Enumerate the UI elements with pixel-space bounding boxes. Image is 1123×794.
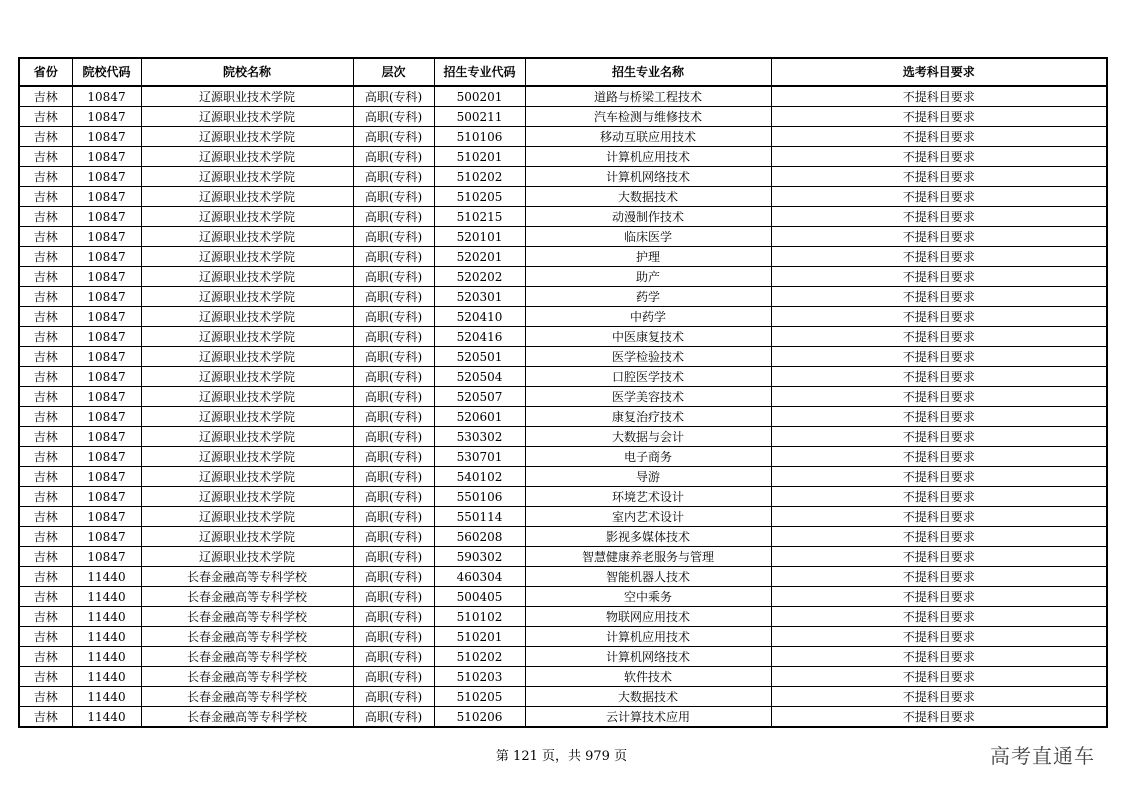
cell-province: 吉林 [19, 467, 72, 487]
cell-school-code: 10847 [72, 367, 141, 387]
table-row [19, 507, 1107, 527]
cell-level: 高职(专科) [353, 367, 434, 387]
cell-major-name: 康复治疗技术 [525, 407, 771, 427]
cell-major-name: 动漫制作技术 [525, 207, 771, 227]
cell-major-code: 520301 [434, 287, 525, 307]
cell-subject-requirement: 不提科目要求 [771, 127, 1107, 147]
table-row [19, 667, 1107, 687]
cell-school-name: 辽源职业技术学院 [141, 387, 353, 407]
cell-subject-requirement: 不提科目要求 [771, 167, 1107, 187]
cell-school-code: 10847 [72, 527, 141, 547]
cell-level: 高职(专科) [353, 427, 434, 447]
cell-major-name: 计算机网络技术 [525, 647, 771, 667]
cell-school-name: 辽源职业技术学院 [141, 527, 353, 547]
cell-subject-requirement: 不提科目要求 [771, 607, 1107, 627]
table-row [19, 467, 1107, 487]
cell-level: 高职(专科) [353, 107, 434, 127]
table-row [19, 427, 1107, 447]
cell-major-code: 550114 [434, 507, 525, 527]
cell-school-name: 辽源职业技术学院 [141, 327, 353, 347]
cell-major-code: 590302 [434, 547, 525, 567]
cell-major-code: 510206 [434, 707, 525, 728]
cell-province: 吉林 [19, 107, 72, 127]
cell-major-name: 医学检验技术 [525, 347, 771, 367]
cell-school-code: 10847 [72, 467, 141, 487]
cell-level: 高职(专科) [353, 207, 434, 227]
cell-subject-requirement: 不提科目要求 [771, 667, 1107, 687]
cell-subject-requirement: 不提科目要求 [771, 427, 1107, 447]
cell-province: 吉林 [19, 447, 72, 467]
table-row [19, 187, 1107, 207]
cell-major-code: 460304 [434, 567, 525, 587]
cell-major-name: 药学 [525, 287, 771, 307]
page-number: 第 121 页，共 979 页 [495, 749, 628, 764]
cell-major-code: 500211 [434, 107, 525, 127]
cell-subject-requirement: 不提科目要求 [771, 587, 1107, 607]
cell-school-code: 11440 [72, 607, 141, 627]
cell-school-code: 10847 [72, 387, 141, 407]
cell-province: 吉林 [19, 407, 72, 427]
cell-subject-requirement: 不提科目要求 [771, 307, 1107, 327]
cell-school-name: 辽源职业技术学院 [141, 427, 353, 447]
cell-major-name: 室内艺术设计 [525, 507, 771, 527]
cell-school-name: 辽源职业技术学院 [141, 107, 353, 127]
cell-major-code: 520601 [434, 407, 525, 427]
cell-school-code: 10847 [72, 427, 141, 447]
cell-level: 高职(专科) [353, 587, 434, 607]
cell-school-name: 辽源职业技术学院 [141, 467, 353, 487]
cell-province: 吉林 [19, 327, 72, 347]
cell-school-code: 10847 [72, 487, 141, 507]
cell-school-code: 11440 [72, 647, 141, 667]
table-row [19, 86, 1107, 107]
cell-school-code: 10847 [72, 347, 141, 367]
cell-level: 高职(专科) [353, 86, 434, 107]
cell-school-code: 10847 [72, 547, 141, 567]
table-row [19, 687, 1107, 707]
cell-province: 吉林 [19, 627, 72, 647]
cell-level: 高职(专科) [353, 447, 434, 467]
cell-major-name: 智慧健康养老服务与管理 [525, 547, 771, 567]
cell-subject-requirement: 不提科目要求 [771, 687, 1107, 707]
cell-subject-requirement: 不提科目要求 [771, 287, 1107, 307]
cell-province: 吉林 [19, 207, 72, 227]
cell-school-code: 11440 [72, 687, 141, 707]
cell-province: 吉林 [19, 307, 72, 327]
table-row [19, 167, 1107, 187]
cell-major-name: 道路与桥梁工程技术 [525, 86, 771, 107]
cell-major-name: 软件技术 [525, 667, 771, 687]
cell-province: 吉林 [19, 347, 72, 367]
cell-level: 高职(专科) [353, 327, 434, 347]
cell-province: 吉林 [19, 147, 72, 167]
cell-major-code: 510205 [434, 187, 525, 207]
cell-school-code: 10847 [72, 307, 141, 327]
cell-major-code: 510205 [434, 687, 525, 707]
cell-major-code: 520410 [434, 307, 525, 327]
table-row [19, 227, 1107, 247]
cell-major-name: 护理 [525, 247, 771, 267]
table-row [19, 587, 1107, 607]
table-row [19, 307, 1107, 327]
cell-major-code: 540102 [434, 467, 525, 487]
cell-level: 高职(专科) [353, 507, 434, 527]
cell-major-name: 口腔医学技术 [525, 367, 771, 387]
cell-subject-requirement: 不提科目要求 [771, 327, 1107, 347]
cell-province: 吉林 [19, 507, 72, 527]
cell-province: 吉林 [19, 547, 72, 567]
cell-major-name: 中医康复技术 [525, 327, 771, 347]
cell-major-code: 510201 [434, 147, 525, 167]
cell-province: 吉林 [19, 587, 72, 607]
cell-province: 吉林 [19, 127, 72, 147]
table-row [19, 347, 1107, 367]
table-row [19, 147, 1107, 167]
cell-school-code: 10847 [72, 447, 141, 467]
cell-school-name: 长春金融高等专科学校 [141, 687, 353, 707]
table-row [19, 207, 1107, 227]
cell-level: 高职(专科) [353, 147, 434, 167]
table-row [19, 367, 1107, 387]
cell-province: 吉林 [19, 527, 72, 547]
cell-school-name: 长春金融高等专科学校 [141, 707, 353, 728]
cell-school-name: 长春金融高等专科学校 [141, 607, 353, 627]
cell-major-name: 临床医学 [525, 227, 771, 247]
cell-major-name: 环境艺术设计 [525, 487, 771, 507]
cell-major-code: 530701 [434, 447, 525, 467]
header-school-name: 院校名称 [141, 58, 353, 86]
cell-major-name: 计算机网络技术 [525, 167, 771, 187]
cell-major-name: 大数据与会计 [525, 427, 771, 447]
cell-school-code: 10847 [72, 187, 141, 207]
cell-school-code: 10847 [72, 227, 141, 247]
cell-major-code: 510201 [434, 627, 525, 647]
cell-province: 吉林 [19, 687, 72, 707]
cell-school-name: 辽源职业技术学院 [141, 367, 353, 387]
cell-major-name: 电子商务 [525, 447, 771, 467]
cell-subject-requirement: 不提科目要求 [771, 86, 1107, 107]
cell-school-code: 10847 [72, 127, 141, 147]
cell-level: 高职(专科) [353, 647, 434, 667]
cell-province: 吉林 [19, 427, 72, 447]
cell-school-name: 长春金融高等专科学校 [141, 667, 353, 687]
cell-school-code: 10847 [72, 327, 141, 347]
cell-level: 高职(专科) [353, 307, 434, 327]
cell-subject-requirement: 不提科目要求 [771, 547, 1107, 567]
cell-major-name: 医学美容技术 [525, 387, 771, 407]
cell-school-code: 10847 [72, 147, 141, 167]
cell-subject-requirement: 不提科目要求 [771, 467, 1107, 487]
cell-school-code: 11440 [72, 567, 141, 587]
cell-major-code: 520101 [434, 227, 525, 247]
cell-subject-requirement: 不提科目要求 [771, 247, 1107, 267]
table-row [19, 647, 1107, 667]
cell-school-name: 辽源职业技术学院 [141, 147, 353, 167]
table-row [19, 287, 1107, 307]
cell-level: 高职(专科) [353, 267, 434, 287]
cell-major-code: 520201 [434, 247, 525, 267]
cell-province: 吉林 [19, 647, 72, 667]
cell-province: 吉林 [19, 607, 72, 627]
cell-major-code: 530302 [434, 427, 525, 447]
cell-major-name: 智能机器人技术 [525, 567, 771, 587]
cell-subject-requirement: 不提科目要求 [771, 347, 1107, 367]
cell-major-code: 510203 [434, 667, 525, 687]
cell-level: 高职(专科) [353, 627, 434, 647]
header-major-name: 招生专业名称 [525, 58, 771, 86]
cell-level: 高职(专科) [353, 387, 434, 407]
cell-province: 吉林 [19, 247, 72, 267]
cell-subject-requirement: 不提科目要求 [771, 207, 1107, 227]
cell-school-name: 辽源职业技术学院 [141, 307, 353, 327]
table-row [19, 627, 1107, 647]
cell-school-name: 长春金融高等专科学校 [141, 647, 353, 667]
cell-major-name: 计算机应用技术 [525, 147, 771, 167]
cell-province: 吉林 [19, 487, 72, 507]
header-school-code: 院校代码 [72, 58, 141, 86]
cell-major-code: 550106 [434, 487, 525, 507]
cell-level: 高职(专科) [353, 707, 434, 728]
cell-province: 吉林 [19, 667, 72, 687]
cell-school-code: 10847 [72, 507, 141, 527]
cell-school-code: 10847 [72, 167, 141, 187]
cell-school-code: 10847 [72, 107, 141, 127]
cell-major-code: 520507 [434, 387, 525, 407]
cell-school-name: 辽源职业技术学院 [141, 127, 353, 147]
cell-major-code: 520504 [434, 367, 525, 387]
cell-school-name: 辽源职业技术学院 [141, 487, 353, 507]
cell-level: 高职(专科) [353, 247, 434, 267]
cell-school-name: 长春金融高等专科学校 [141, 587, 353, 607]
cell-major-name: 移动互联应用技术 [525, 127, 771, 147]
cell-major-code: 500201 [434, 86, 525, 107]
table-row [19, 607, 1107, 627]
cell-level: 高职(专科) [353, 227, 434, 247]
cell-major-name: 影视多媒体技术 [525, 527, 771, 547]
cell-subject-requirement: 不提科目要求 [771, 707, 1107, 728]
admission-table [18, 57, 1108, 728]
cell-school-name: 辽源职业技术学院 [141, 86, 353, 107]
cell-school-name: 辽源职业技术学院 [141, 167, 353, 187]
cell-school-name: 辽源职业技术学院 [141, 407, 353, 427]
cell-subject-requirement: 不提科目要求 [771, 367, 1107, 387]
table-header [19, 58, 1107, 86]
table-row [19, 487, 1107, 507]
table-row [19, 407, 1107, 427]
cell-level: 高职(专科) [353, 667, 434, 687]
cell-subject-requirement: 不提科目要求 [771, 647, 1107, 667]
cell-major-code: 510102 [434, 607, 525, 627]
cell-major-name: 导游 [525, 467, 771, 487]
cell-major-code: 500405 [434, 587, 525, 607]
watermark-logo: 高考直通车 [990, 744, 1095, 768]
cell-subject-requirement: 不提科目要求 [771, 147, 1107, 167]
cell-major-code: 520416 [434, 327, 525, 347]
cell-subject-requirement: 不提科目要求 [771, 227, 1107, 247]
cell-level: 高职(专科) [353, 567, 434, 587]
header-subject-requirement: 选考科目要求 [771, 58, 1107, 86]
cell-subject-requirement: 不提科目要求 [771, 567, 1107, 587]
cell-major-code: 510202 [434, 647, 525, 667]
cell-major-code: 510202 [434, 167, 525, 187]
cell-school-name: 辽源职业技术学院 [141, 507, 353, 527]
cell-major-name: 计算机应用技术 [525, 627, 771, 647]
cell-subject-requirement: 不提科目要求 [771, 387, 1107, 407]
cell-subject-requirement: 不提科目要求 [771, 487, 1107, 507]
cell-major-code: 520202 [434, 267, 525, 287]
cell-major-name: 物联网应用技术 [525, 607, 771, 627]
cell-province: 吉林 [19, 367, 72, 387]
cell-school-name: 长春金融高等专科学校 [141, 627, 353, 647]
cell-subject-requirement: 不提科目要求 [771, 627, 1107, 647]
cell-major-name: 大数据技术 [525, 187, 771, 207]
header-row [19, 58, 1107, 86]
cell-major-name: 汽车检测与维修技术 [525, 107, 771, 127]
cell-school-name: 辽源职业技术学院 [141, 447, 353, 467]
cell-level: 高职(专科) [353, 547, 434, 567]
cell-subject-requirement: 不提科目要求 [771, 447, 1107, 467]
cell-subject-requirement: 不提科目要求 [771, 407, 1107, 427]
cell-level: 高职(专科) [353, 527, 434, 547]
cell-level: 高职(专科) [353, 287, 434, 307]
cell-school-code: 11440 [72, 587, 141, 607]
cell-level: 高职(专科) [353, 167, 434, 187]
cell-school-name: 长春金融高等专科学校 [141, 567, 353, 587]
cell-province: 吉林 [19, 267, 72, 287]
cell-school-code: 11440 [72, 707, 141, 728]
cell-province: 吉林 [19, 387, 72, 407]
cell-school-name: 辽源职业技术学院 [141, 187, 353, 207]
table-row [19, 527, 1107, 547]
table-row [19, 387, 1107, 407]
cell-school-code: 11440 [72, 667, 141, 687]
cell-level: 高职(专科) [353, 487, 434, 507]
cell-major-code: 560208 [434, 527, 525, 547]
cell-school-code: 10847 [72, 86, 141, 107]
cell-level: 高职(专科) [353, 407, 434, 427]
cell-province: 吉林 [19, 167, 72, 187]
cell-school-name: 辽源职业技术学院 [141, 247, 353, 267]
table-body [19, 86, 1107, 727]
cell-major-code: 510106 [434, 127, 525, 147]
cell-subject-requirement: 不提科目要求 [771, 267, 1107, 287]
cell-province: 吉林 [19, 707, 72, 728]
cell-school-name: 辽源职业技术学院 [141, 267, 353, 287]
cell-subject-requirement: 不提科目要求 [771, 507, 1107, 527]
cell-province: 吉林 [19, 86, 72, 107]
cell-level: 高职(专科) [353, 687, 434, 707]
table-row [19, 127, 1107, 147]
cell-subject-requirement: 不提科目要求 [771, 187, 1107, 207]
cell-subject-requirement: 不提科目要求 [771, 107, 1107, 127]
cell-school-code: 10847 [72, 247, 141, 267]
cell-school-name: 辽源职业技术学院 [141, 347, 353, 367]
cell-major-code: 510215 [434, 207, 525, 227]
cell-school-name: 辽源职业技术学院 [141, 207, 353, 227]
cell-level: 高职(专科) [353, 347, 434, 367]
cell-school-name: 辽源职业技术学院 [141, 287, 353, 307]
cell-school-name: 辽源职业技术学院 [141, 547, 353, 567]
cell-school-name: 辽源职业技术学院 [141, 227, 353, 247]
cell-major-name: 云计算技术应用 [525, 707, 771, 728]
cell-subject-requirement: 不提科目要求 [771, 527, 1107, 547]
table-row [19, 447, 1107, 467]
table-row [19, 547, 1107, 567]
cell-major-name: 大数据技术 [525, 687, 771, 707]
table-row [19, 267, 1107, 287]
cell-school-code: 10847 [72, 267, 141, 287]
cell-major-code: 520501 [434, 347, 525, 367]
cell-level: 高职(专科) [353, 607, 434, 627]
cell-level: 高职(专科) [353, 187, 434, 207]
header-province: 省份 [19, 58, 72, 86]
cell-major-name: 助产 [525, 267, 771, 287]
table-row [19, 107, 1107, 127]
cell-province: 吉林 [19, 187, 72, 207]
table-row [19, 567, 1107, 587]
cell-level: 高职(专科) [353, 467, 434, 487]
cell-school-code: 11440 [72, 627, 141, 647]
cell-province: 吉林 [19, 567, 72, 587]
cell-school-code: 10847 [72, 407, 141, 427]
header-major-code: 招生专业代码 [434, 58, 525, 86]
cell-province: 吉林 [19, 287, 72, 307]
header-level: 层次 [353, 58, 434, 86]
cell-major-name: 空中乘务 [525, 587, 771, 607]
cell-province: 吉林 [19, 227, 72, 247]
table-row [19, 247, 1107, 267]
table-row [19, 327, 1107, 347]
cell-level: 高职(专科) [353, 127, 434, 147]
cell-major-name: 中药学 [525, 307, 771, 327]
table-row [19, 707, 1107, 728]
cell-school-code: 10847 [72, 287, 141, 307]
cell-school-code: 10847 [72, 207, 141, 227]
